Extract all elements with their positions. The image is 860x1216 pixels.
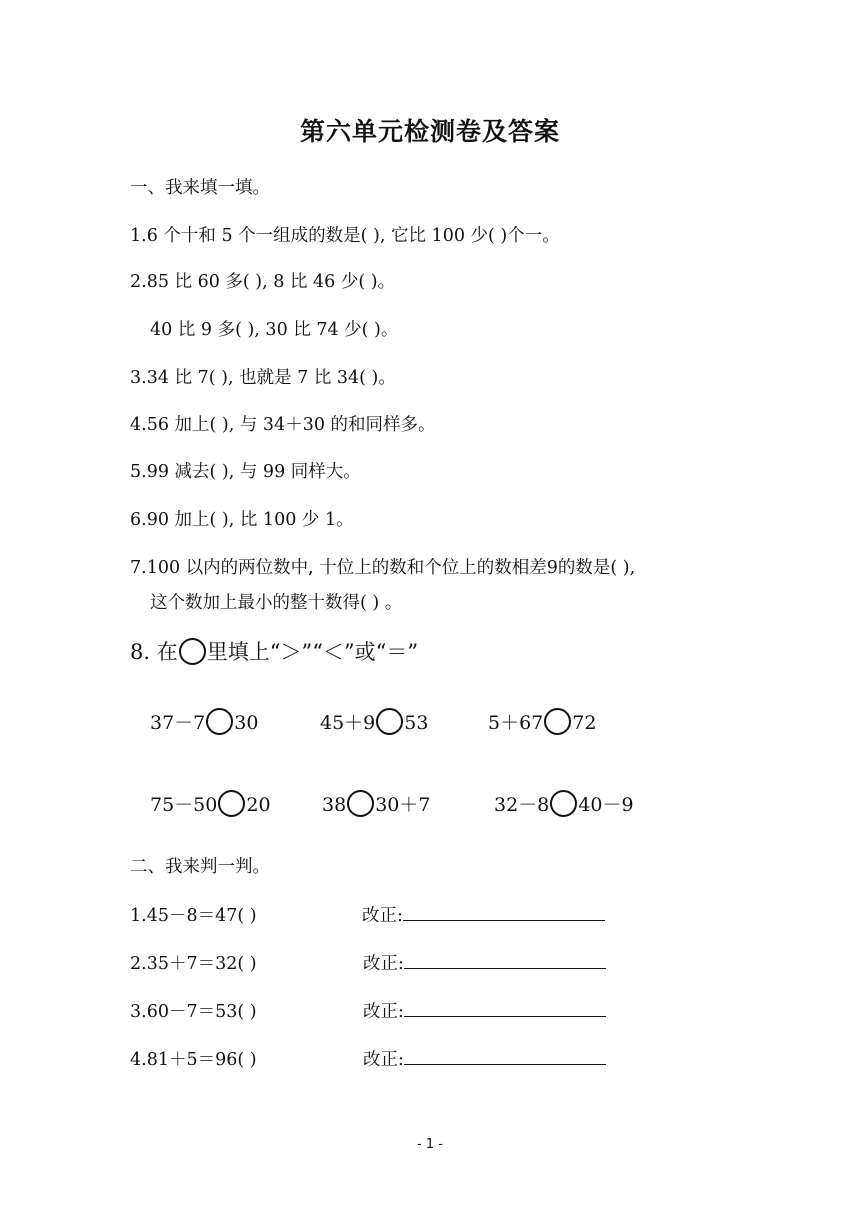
circle-icon [179,638,206,665]
comparison-right: 40－9 [578,794,634,816]
correction-label: 改正: [363,1002,404,1022]
question-8-prefix: 8. 在 [130,640,178,664]
correction-label: 改正: [363,954,404,974]
section1-heading: 一、我来填一填。 [130,178,270,198]
comparison-item [322,790,430,817]
comparison-right: 20 [246,794,271,816]
comparison-left: 75－50 [150,794,218,816]
question-1: 1.6 个十和 5 个一组成的数是( ), 它比 100 少( )个一。 [130,226,560,246]
question-7b: 这个数加上最小的整十数得( ) 。 [150,593,403,613]
comparison-right: 30 [234,712,259,734]
section2-heading: 二、我来判一判。 [130,857,270,877]
correction-blank[interactable] [404,952,606,969]
comparison-left: 45＋9 [320,712,376,734]
correction-field[interactable] [363,998,606,1023]
correction-blank[interactable] [404,1000,606,1017]
question-8 [130,636,418,666]
correction-field[interactable] [362,902,605,927]
page-number: - 1 - [417,1137,443,1152]
comparison-right: 72 [572,712,597,734]
circle-icon[interactable] [218,790,245,817]
correction-blank[interactable] [404,1048,606,1065]
correction-blank[interactable] [403,904,605,921]
circle-icon[interactable] [544,708,571,735]
comparison-item [150,708,258,735]
comparison-right: 30＋7 [375,794,431,816]
judge-item-1: 1.45－8＝47( ) [130,906,257,926]
question-6: 6.90 加上( ), 比 100 少 1。 [130,510,354,530]
circle-icon[interactable] [206,708,233,735]
correction-field[interactable] [363,1046,606,1071]
judge-item-4: 4.81＋5＝96( ) [130,1050,257,1070]
comparison-item [150,790,271,817]
circle-icon[interactable] [376,708,403,735]
comparison-left: 38 [322,794,347,816]
page-title: 第六单元检测卷及答案 [299,117,560,146]
correction-label: 改正: [362,906,403,926]
comparison-left: 37－7 [150,712,206,734]
correction-label: 改正: [363,1050,404,1070]
correction-field[interactable] [363,950,606,975]
judge-item-3: 3.60－7＝53( ) [130,1002,257,1022]
comparison-right: 53 [404,712,429,734]
question-8-suffix: 里填上“＞”“＜”或“＝” [206,640,419,664]
circle-icon[interactable] [347,790,374,817]
comparison-left: 5＋67 [488,712,544,734]
comparison-item [488,708,596,735]
question-7a: 7.100 以内的两位数中, 十位上的数和个位上的数相差9的数是( ), [130,558,636,578]
question-3: 3.34 比 7( ), 也就是 7 比 34( )。 [130,368,396,388]
question-5: 5.99 减去( ), 与 99 同样大。 [130,462,361,482]
comparison-left: 32－8 [494,794,550,816]
question-2b: 40 比 9 多( ), 30 比 74 少( )。 [150,320,399,340]
circle-icon[interactable] [550,790,577,817]
question-4: 4.56 加上( ), 与 34＋30 的和同样多。 [130,415,436,435]
comparison-item [320,708,428,735]
judge-item-2: 2.35＋7＝32( ) [130,954,257,974]
comparison-item [494,790,634,817]
question-2a: 2.85 比 60 多( ), 8 比 46 少( )。 [130,272,396,292]
